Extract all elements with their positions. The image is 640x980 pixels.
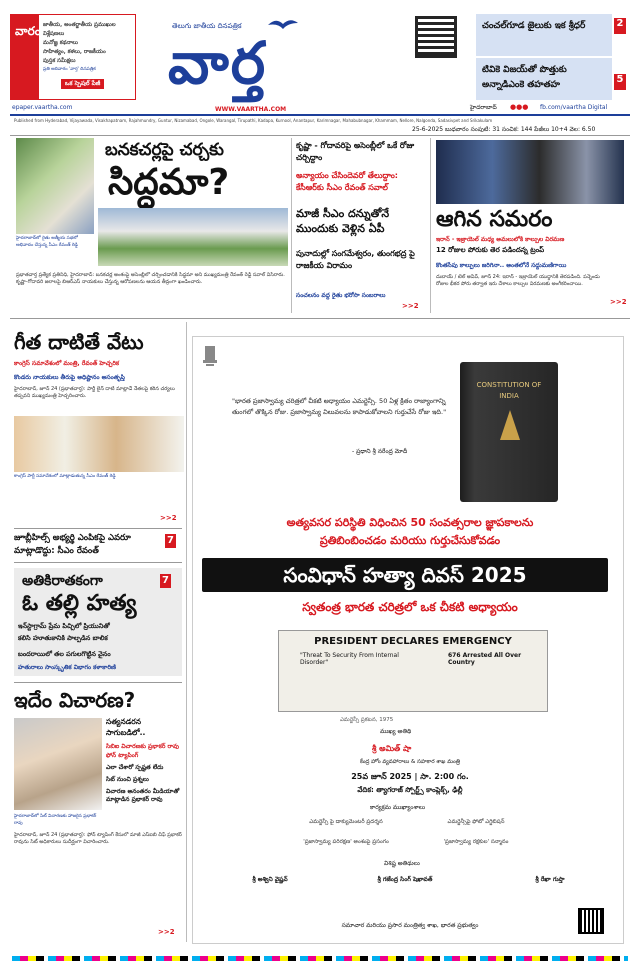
city-label: హైదరాబాద్ bbox=[470, 104, 497, 111]
geetha-sub2: కొండరు నాయకులు తీరుపై అధిష్టానం అసంతృప్తి bbox=[14, 374, 125, 381]
lead-side-4: పునాదుల్లో సంగమేశ్వరం, తుంగభద్ర పై రాజకీయ విరామం bbox=[296, 249, 415, 270]
probe-caption: హైదరాబాద్‌లో సిట్ విచారణకు హాజరైన ప్రభాకర్ రావు bbox=[14, 814, 97, 826]
chief-guest-label: ముఖ్య అతిథి bbox=[380, 728, 412, 735]
event-venue: వేదిక: త్యాగరాజ్ స్పోర్ట్స్ కాంప్లెక్స్, ఢిల్లీ bbox=[357, 786, 463, 794]
varam-item: పుస్తక సమీక్షలు bbox=[43, 58, 76, 64]
right-ear-item1[interactable]: చంచల్‌గూడ జైలుకు ఇక శ్రీధర్ bbox=[476, 14, 612, 56]
probe-photo bbox=[14, 718, 102, 810]
war-sub2: 12 రోజుల పోరుకు తెర పడిందన్న ట్రంప్ bbox=[436, 246, 545, 254]
qr-code-icon bbox=[578, 908, 604, 934]
lead-body: ప్రభాతవార్త ప్రత్యేక ప్రతినిధి, హైదరాబాద్: బనకచర్ల అంశంపై అసెంబ్లీలో చర్చించడానికి సిద్ధమా అని ముఖ్యమంత్రి రేవంత్ రెడ్డి సవాల్ విసిరారు. కృష్ణా-గోదావరి జలాలపై బిఆర్ఎస్ నాయకులు చేస్తున్న ఆరోపణలను ఆయన తీవ్రంగా ఖండించారు. bbox=[16, 272, 285, 285]
probe-line1: సత్యనడరన సాగుబడిలో.. bbox=[106, 717, 146, 737]
ad-quote: "భారత ప్రజాస్వామ్య చరిత్రలో చీకటి అధ్యాయం ఎమర్జెన్సీ. 50 ఏళ్ల క్రితం రాజ్యాంగాన్ని తుంగలో తొక్కిన రోజు. ప్రజాస్వామ్య విలువలను కాపాడుకోవాలని గుర్తుచేసే రోజు ఇది." bbox=[232, 397, 447, 416]
lead-photo bbox=[16, 138, 94, 234]
honour-headline2: ఓ తల్లి హత్య bbox=[22, 591, 137, 616]
lead-side-1: కృష్ణా - గోదావరిపై అసెంబ్లీలో ఒకే రోజు చర్చిద్దాం bbox=[296, 141, 415, 162]
lead-side-3: మాజీ సీఎం దన్నుతోనే ముందుకు వెళ్లిన ఏపీ bbox=[296, 207, 390, 235]
probe-body: హైదరాబాద్, జూన్ 24 (ప్రభాతవార్త): ఫోన్ ట్యాపింగ్ కేసులో మాజీ ఎస్ఐబి చీఫ్ ప్రభాకర్ రావును సిట్ అధికారులు సుదీర్ఘంగా విచారించారు. bbox=[14, 832, 182, 845]
right-ear bbox=[476, 14, 630, 100]
war-body: దుబాయ్ / టెల్ అవీవ్, జూన్ 24: ఇరాన్ - ఇజ్రాయెల్ యుద్ధానికి తెరపడింది. పన్నెండు రోజుల భీకర పోరు తర్వాత ఇరు దేశాలు కాల్పుల విరమణకు అంగీకరించాయి. bbox=[436, 274, 600, 287]
book-title: CONSTITUTION OF INDIA bbox=[476, 381, 542, 400]
paper-sub1: "Threat To Security From Internal Disorder" bbox=[300, 652, 399, 666]
right-ear-item2[interactable]: టివికె విజయ్‌తో పొత్తుకు అన్నాడిఎంకె తహతహ bbox=[476, 58, 612, 100]
probe-line4: సిట్ నుంచి ప్రశ్నలు bbox=[106, 776, 149, 783]
fb-handle[interactable]: fb.com/vaartha Digital bbox=[540, 104, 608, 111]
probe-line2: సిబిఐ విచారణకు ప్రభాకర్ రావు ఫోన్ ట్యాపింగ్ bbox=[106, 743, 179, 759]
ad-line3: స్వతంత్ర భారత చరిత్రలో ఒక చీకటి అధ్యాయం bbox=[302, 600, 518, 614]
programme-label: కార్యక్రమ ముఖ్యాంశాలు bbox=[370, 804, 426, 811]
honour-sub4: హతురాలు సాంస్కృతిక విభాగం కళాకారిణి bbox=[18, 664, 116, 671]
lead-side-2: అన్యాయం చేసిందెవరో తేలుద్దాం: కేసీఆర్‌కు సీఎం రేవంత్ సవాల్ bbox=[296, 171, 398, 192]
geetha-more[interactable]: >>2 bbox=[160, 514, 177, 522]
lead-caption: హైదరాబాద్‌లో రైతు ఆత్మీయ సభలో అభివాదం చేస్తున్న సీఎం రేవంత్ రెడ్డి bbox=[16, 236, 78, 248]
war-headline: ఆగిన సమరం bbox=[436, 207, 553, 232]
lead-more[interactable]: >>2 bbox=[402, 302, 419, 310]
ad-banner: సంవిధాన్ హత్యా దివస్ 2025 bbox=[202, 558, 608, 592]
varam-item: మనోజ్ఞ కథనాలు bbox=[43, 40, 78, 46]
varam-item: సాహిత్యం, కళలు, రాజకీయం bbox=[43, 49, 106, 55]
lead-kicker: బనకచర్లపై చర్చకు bbox=[105, 140, 224, 160]
varam-subtitle: ప్రతి ఆదివారం 'వార్త' దినపత్రిక bbox=[43, 67, 96, 72]
registration-strip bbox=[12, 956, 628, 961]
qr-code-icon bbox=[415, 16, 457, 58]
honour-sub3: బందరాయిలో తల పగులగొట్టిన వైనం bbox=[18, 650, 111, 658]
guest-name: శ్రీ అశ్విని వైష్ణవ్ bbox=[252, 876, 288, 883]
lead-side-5: సంచలనం వద్ద రైతు భరోసా సంబరాలు bbox=[296, 292, 386, 299]
print-centres: Published from Hyderabad, Vijayawada, Visakhapatnam, Rajahmundry, Guntur, Nizamabad, Ongole, Warangal, Tirupathi, Kadapa, Kurnool, Anantapur, Karimnagar, Mahabubnagar, Khammam, Nellore, Nalgonda, Sadasivpet and Srikakulam bbox=[14, 118, 493, 123]
social-icons: ●●● bbox=[510, 103, 529, 111]
geetha-body: హైదరాబాద్, జూన్ 24 (ప్రభాతవార్త): పార్టీ లైన్ దాటి మాట్లాడే నేతలపై కఠిన చర్యలు తప్పవని ముఖ్యమంత్రి హెచ్చరించారు. bbox=[14, 386, 175, 399]
honour-sub2: కలిసి హూతుకానికి పాల్పడిన బాలిక bbox=[18, 634, 108, 642]
masthead-tagline: తెలుగు జాతీయ దినపత్రిక bbox=[172, 22, 242, 30]
emblem-icon bbox=[500, 410, 520, 444]
honour-sub1: ఇన్‌స్టాగ్రామ్ ప్రేమ పిచ్చిలో ప్రియునితో bbox=[18, 622, 110, 630]
varam-item: జాతీయ, అంతర్జాతీయ ప్రముఖుల విశ్లేషణలు bbox=[43, 22, 116, 37]
emblem-icon bbox=[202, 344, 218, 368]
varam-cta[interactable]: ఒక స్పెషల్ పేజీ bbox=[61, 79, 104, 89]
guest-name: శ్రీ గజేంద్ర సింగ్ షెఖావత్ bbox=[377, 876, 433, 883]
ad-line2: ప్రతిబింబించడం మరియు గుర్తుచేసుకోవడం bbox=[319, 534, 501, 547]
paper-sub2: 676 Arrested All Over Country bbox=[448, 652, 522, 666]
bird-icon bbox=[268, 16, 298, 35]
jubilee-page: 7 bbox=[165, 534, 176, 548]
geetha-caption: కాంగ్రెస్ పార్టీ సమావేశంలో మాట్లాడుతున్న సీఎం రేవంత్ రెడ్డి bbox=[14, 474, 116, 479]
programme-item: ఎమర్జెన్సీ పై డాక్యుమెంటరీ ప్రదర్శన bbox=[309, 819, 383, 825]
event-time: 25వ జూన్ 2025 | సా. 2:00 గం. bbox=[351, 772, 469, 781]
ad-footer: సమాచార మరియు ప్రసార మంత్రిత్వ శాఖ, భారత ప్రభుత్వం bbox=[341, 922, 479, 929]
right-ear-page2: 5 bbox=[614, 74, 626, 90]
probe-more[interactable]: >>2 bbox=[158, 928, 175, 936]
guest-name: శ్రీ రేఖా గుప్తా bbox=[535, 876, 565, 883]
ad-line1: అత్యవసర పరిస్థితి విధించిన 50 సంవత్సరాల జ్ఞాపకాలను bbox=[286, 516, 534, 529]
rally-photo bbox=[98, 208, 288, 266]
programme-item: 'ప్రజాస్వామ్య రక్షకుల' సన్మానం bbox=[443, 839, 509, 845]
programme-item: 'ప్రజాస్వామ్య పరిరక్షణ' అంశంపై ప్రసంగం bbox=[303, 839, 389, 845]
chief-guest-role: కేంద్ర హోం వ్యవహారాలు & సహకార శాఖ మంత్రి bbox=[359, 759, 461, 765]
varam-brand: వారం bbox=[15, 24, 41, 38]
lead-headline: సిద్ధమా? bbox=[108, 162, 230, 203]
masthead-website[interactable]: WWW.VAARTHA.COM bbox=[215, 106, 287, 113]
paper-head: PRESIDENT DECLARES EMERGENCY bbox=[314, 636, 512, 647]
probe-line5: విచారణ అనంతరం మీడియాతో మాట్లాడిన ప్రభాకర్ రావు bbox=[106, 788, 180, 803]
geetha-sub: కాంగ్రెస్ సమావేశంలో మంత్రి, రేవంత్ హెచ్చరిక bbox=[14, 360, 120, 367]
honour-page: 7 bbox=[160, 574, 171, 588]
geetha-photo bbox=[14, 416, 184, 472]
jubilee-headline: జూబ్లీహిల్స్ అభ్యర్థి ఎంపికపై ఎవరూ మాట్లాడొద్దు: సీఎం రేవంత్ bbox=[14, 533, 131, 556]
chief-guest: శ్రీ అమిత్ షా bbox=[372, 744, 412, 753]
probe-line3: ఎలా చేశారో స్పష్టత లేదు bbox=[106, 764, 164, 771]
dateline: 25-6-2025 బుధవారం సంపుటి: 31 సంచిక: 144 పేజీలు 10+4 వెల: 6.50 bbox=[412, 126, 596, 133]
geetha-headline: గీత దాటితే వేటు bbox=[14, 330, 144, 354]
paper-caption: ఎమర్జెన్సీ ప్రకటన, 1975 bbox=[340, 717, 394, 723]
war-more[interactable]: >>2 bbox=[610, 298, 627, 306]
leaders-photo bbox=[436, 140, 624, 204]
epaper-link[interactable]: epaper.vaartha.com bbox=[12, 104, 73, 111]
war-sub1: ఇరాన్ - ఇజ్రాయెల్ మధ్య అమలులోకి కాల్పుల విరమణ bbox=[436, 236, 565, 243]
programme-item: ఎమర్జెన్సీపై ఫోటో ఎగ్జిబిషన్ bbox=[447, 819, 505, 825]
honour-headline: అతికిరాతకంగా bbox=[22, 573, 103, 589]
masthead-logo: వార్త bbox=[168, 29, 268, 97]
ad-quote-author: - ప్రధాని శ్రీ నరేంద్ర మోదీ bbox=[352, 448, 408, 455]
right-ear-page1: 2 bbox=[614, 18, 626, 34]
varam-items bbox=[43, 21, 135, 66]
guests-label: విశిష్ట అతిథులు bbox=[384, 860, 420, 867]
probe-headline: ఇదేం విచారణ? bbox=[14, 688, 136, 712]
left-ear bbox=[10, 14, 136, 100]
war-sub3: కొంతసేపు కాల్పులు జరిగినా.. అంతలోనే సద్దుమణిగాయి bbox=[436, 262, 567, 269]
